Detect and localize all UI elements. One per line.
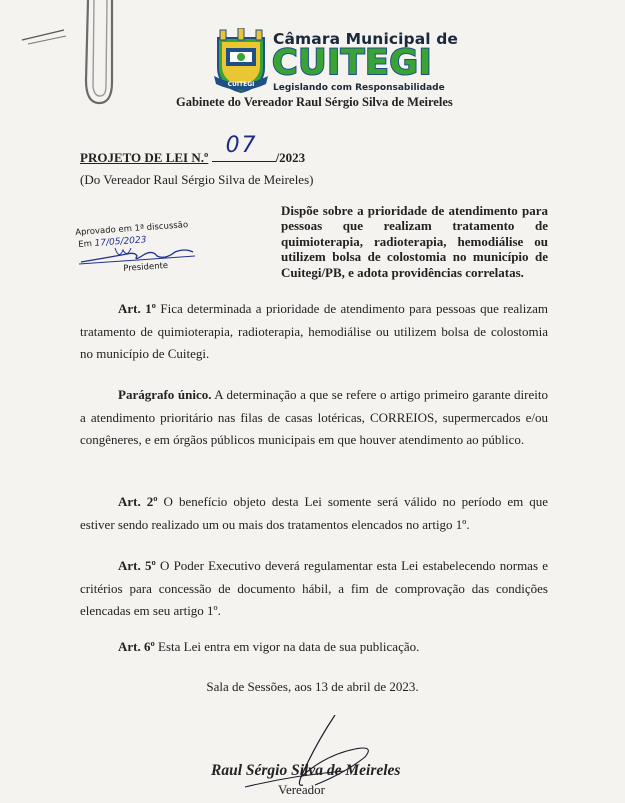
bill-title — [80, 133, 306, 166]
article-1 — [80, 298, 548, 366]
article-text: O Poder Executivo deverá regulamentar esta Lei estabelecendo normas e critérios para concessão de documento hábil, a fim de comprovação das condições elencadas em seu artigo 1º. — [80, 558, 548, 618]
stamp-approval-text: Aprovado em 1ª discussão — [75, 220, 189, 238]
place-date: Sala de Sessões, aos 13 de abril de 2023. — [206, 679, 419, 694]
stamp-date-prefix: Em — [78, 239, 93, 250]
article-label: Art. 1º — [118, 301, 156, 316]
org-name-line2: CUITEGI — [272, 43, 433, 83]
approval-stamp — [75, 222, 215, 274]
bill-number: 07 — [225, 133, 258, 158]
stamp-role: Presidente — [123, 260, 169, 274]
bill-summary: Dispõe sobre a prioridade de atendimento para pessoas que realizam tratamento de quimioterapia, radioterapia, hemodiálise ou utilizem bolsa de colostomia no município de Cuitegi/PB, e adota providências correlatas. — [281, 203, 548, 280]
article-text: A determinação a que se refere o artigo primeiro garante direito a atendimento prioritário nas filas de casas lotéricas, CORREIOS, supermercados e/ou congêneres, e em órgãos públicos municipais em que houver atendimento ao público. — [80, 387, 548, 447]
signer-name: Raul Sérgio Silva de Meireles — [211, 762, 401, 779]
seal-text: CUITEGI — [227, 81, 255, 88]
sole-paragraph — [80, 384, 548, 452]
article-label: Art. 6º — [118, 639, 155, 654]
cabinet-heading: Gabinete do Vereador Raul Sérgio Silva de Meireles — [176, 95, 453, 109]
bill-year: /2023 — [275, 150, 306, 165]
article-text: Esta Lei entra em vigor na data de sua publicação. — [154, 639, 420, 654]
article-6 — [80, 636, 548, 659]
bill-author: (Do Vereador Raul Sérgio Silva de Meireles) — [80, 172, 314, 187]
bill-number-blank — [212, 133, 276, 162]
paper-clip-icon — [20, 0, 130, 115]
article-5 — [80, 555, 548, 623]
org-name-line1: Câmara Municipal de — [273, 30, 459, 48]
municipal-seal-icon — [212, 28, 270, 96]
article-label: Art. 5º — [118, 558, 156, 573]
article-label: Art. 2º — [118, 494, 158, 509]
article-text: Fica determinada a prioridade de atendimento para pessoas que realizam tratamento de quimioterapia, radioterapia, hemodiálise ou utilizem bolsa de colostomia no município de Cuitegi. — [80, 301, 549, 361]
signer-role: Vereador — [278, 782, 325, 797]
article-text: O benefício objeto desta Lei somente será válido no período em que estiver sendo realizado um ou mais dos tratamentos elencados no artigo 1º. — [80, 494, 549, 532]
bill-prefix: PROJETO DE LEI N.º — [80, 150, 209, 165]
article-label: Parágrafo único. — [118, 387, 212, 402]
org-slogan: Legislando com Responsabilidade — [273, 83, 445, 93]
stamp-date: 17/05/2023 — [94, 235, 147, 249]
article-2 — [80, 491, 548, 536]
